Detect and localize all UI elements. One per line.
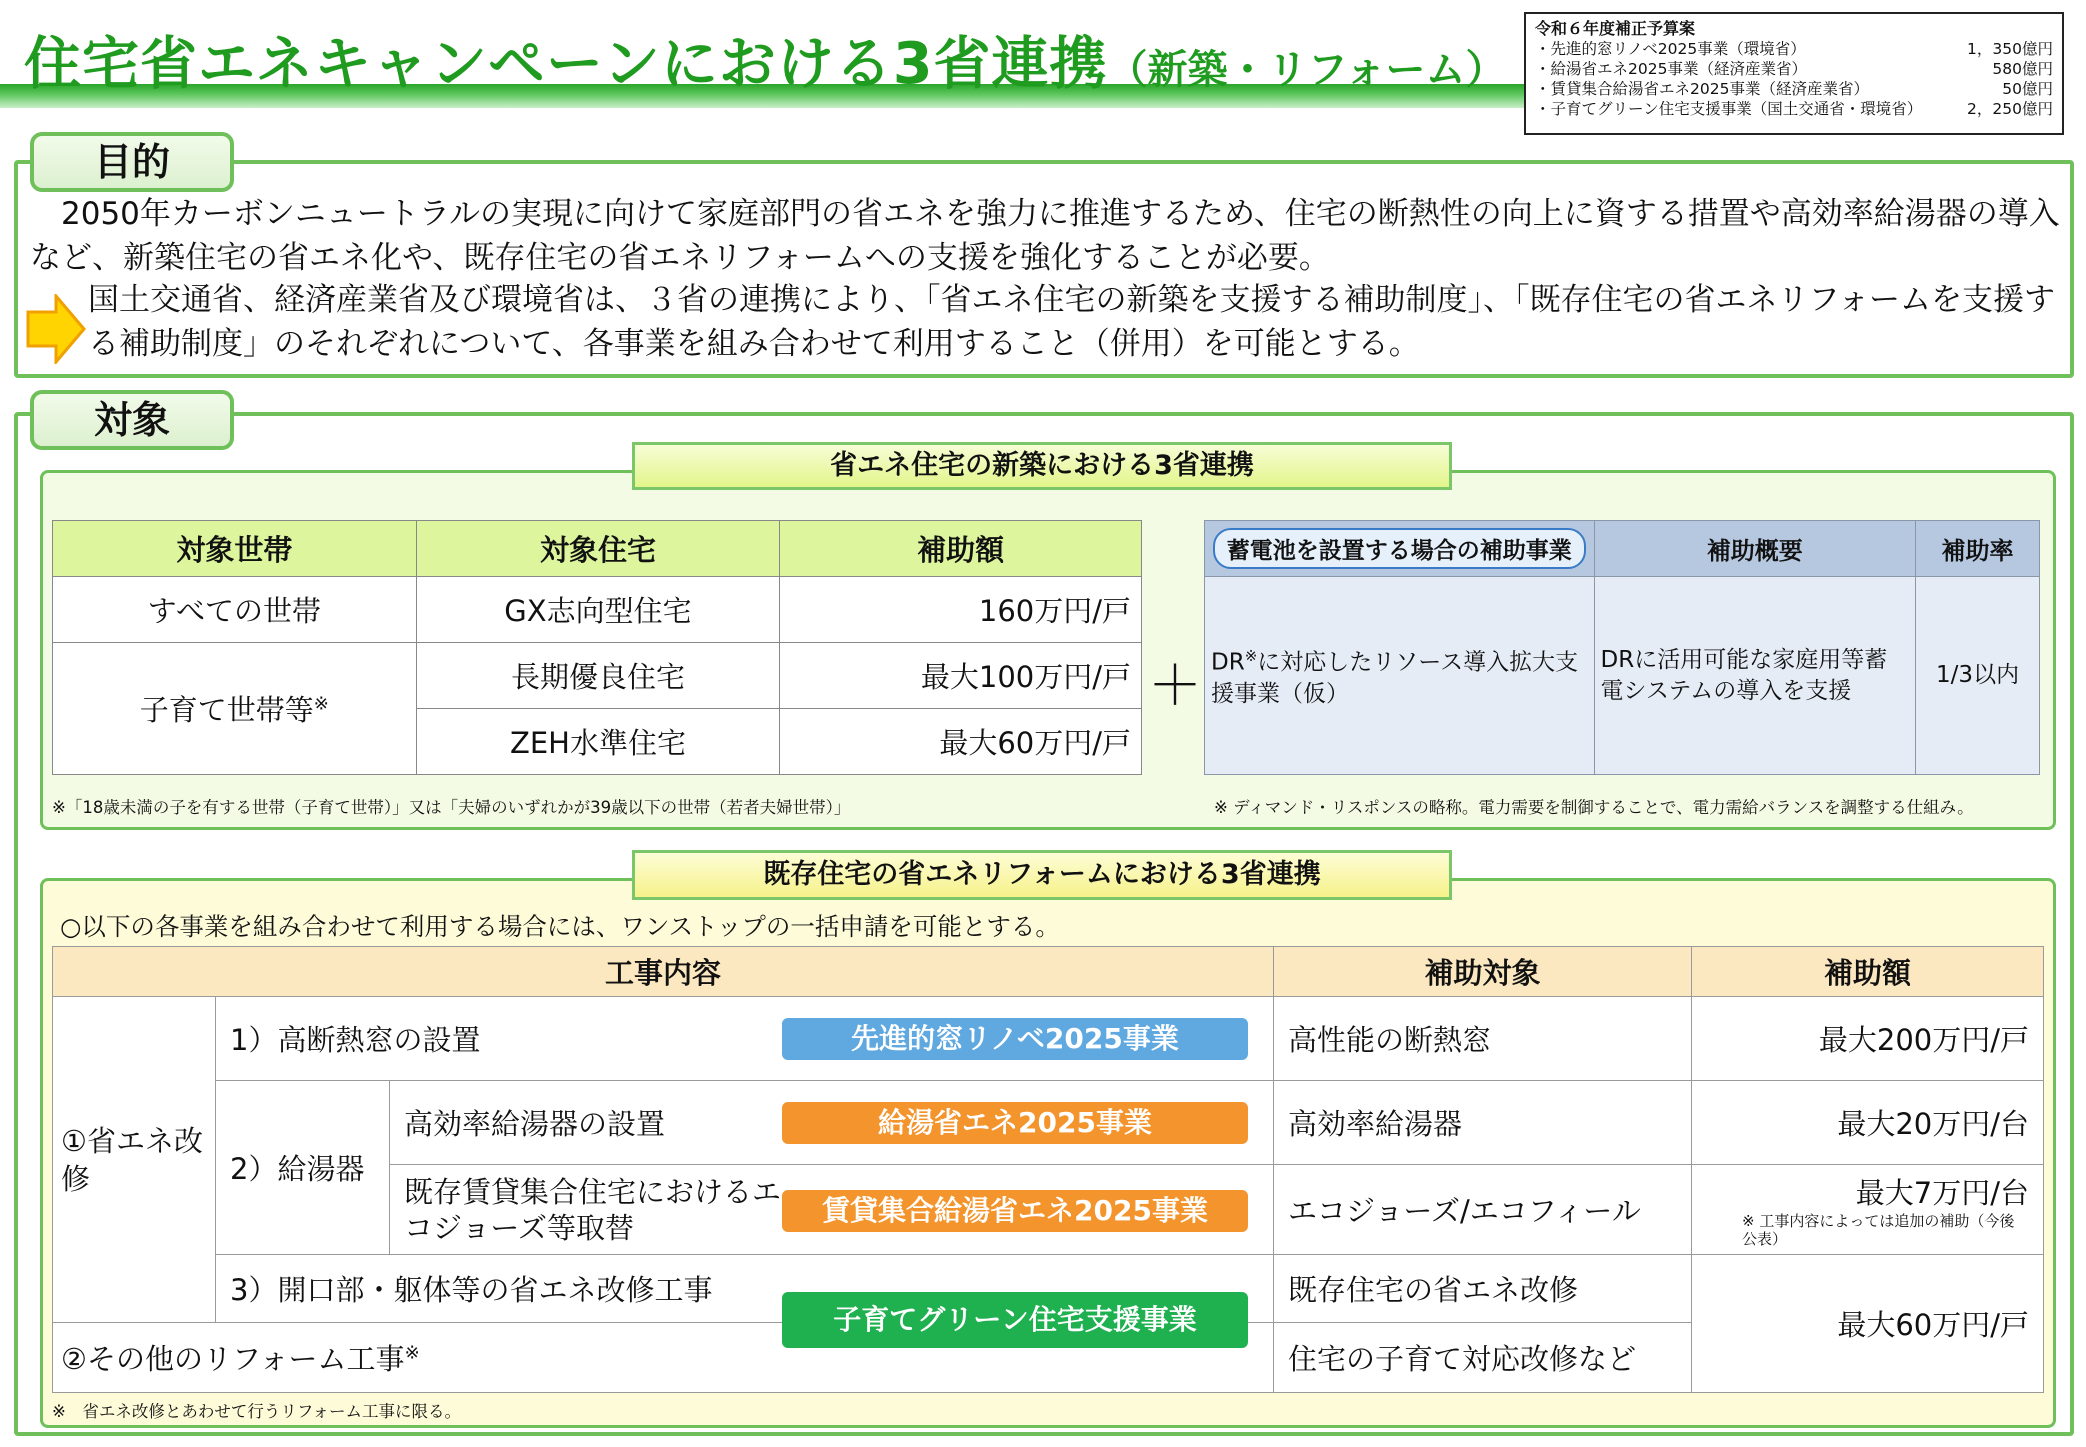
- column-header: 補助額: [780, 521, 1142, 577]
- arrow-right-icon: [26, 294, 86, 364]
- target-cell: 高性能の断熱窓: [1274, 997, 1692, 1081]
- purpose-text: 2050年カーボンニュートラルの実現に向けて家庭部門の省エネを強力に推進するため、住宅の断熱性の向上に資する措置や高効率給湯器の導入など、新築住宅の省エネ化や、既存住宅の省エネリフォームへの支援を強化することが必要。: [30, 196, 2060, 276]
- reform-footnote: ※ 省エネ改修とあわせて行うリフォーム工事に限る。: [52, 1402, 462, 1421]
- battery-summary-cell: DRに活用可能な家庭用等蓄電システムの導入を支援: [1594, 577, 1916, 775]
- work-cell: 既存賃貸集合住宅におけるエコジョーズ等取替: [390, 1165, 1274, 1255]
- tag-water-heater: 給湯省エネ2025事業: [782, 1102, 1248, 1144]
- newbuild-table: [52, 520, 1142, 775]
- plus-icon: ＋: [1148, 654, 1202, 717]
- title-main: 住宅省エネキャンペーンにおける3省連携: [24, 31, 1108, 97]
- title-sub: （新築・リフォーム）: [1107, 47, 1506, 93]
- reform-intro: ○以下の各事業を組み合わせて利用する場合には、ワンストップの一括申請を可能とする。: [60, 912, 1060, 941]
- column-header: 補助概要: [1594, 521, 1916, 577]
- column-header: 工事内容: [53, 947, 1274, 997]
- budget-row-name: ・先進的窓リノベ2025事業（環境省）: [1535, 40, 1806, 58]
- battery-table: [1204, 520, 2040, 775]
- budget-row: [1535, 59, 2053, 79]
- amount-cell: 最大60万円/戸: [780, 709, 1142, 775]
- column-header: 対象住宅: [416, 521, 780, 577]
- column-header: 補助額: [1692, 947, 2044, 997]
- work-cell: 3）開口部・躯体等の省エネ改修工事: [216, 1255, 1274, 1323]
- group-cell: ①省エネ改修: [53, 997, 216, 1323]
- column-header: 対象世帯: [53, 521, 417, 577]
- target-cell: エコジョーズ/エコフィール: [1274, 1165, 1692, 1255]
- dr-footnote: ※ ディマンド・リスポンスの略称。電力需要を制御することで、電力需給バランスを調整する仕組み。: [1214, 798, 1974, 817]
- battery-rate-cell: 1/3以内: [1916, 577, 2040, 775]
- amount-cell: 最大200万円/戸: [1692, 997, 2044, 1081]
- household-footnote: ※「18歳未満の子を有する世帯（子育て世帯）」又は「夫婦のいずれかが39歳以下の世帯（若者夫婦世帯）」: [52, 798, 851, 817]
- work-cell: 2）給湯器: [216, 1081, 390, 1255]
- project-text: に対応したリソース導入拡大支援事業（仮）: [1211, 649, 1579, 707]
- tag-green-housing: 子育てグリーン住宅支援事業: [782, 1292, 1248, 1348]
- amount-cell: 最大20万円/台: [1692, 1081, 2044, 1165]
- budget-row: [1535, 79, 2053, 99]
- amount-cell: [1692, 1165, 2044, 1255]
- target-label: 対象: [30, 390, 234, 450]
- work-cell: 1）高断熱窓の設置: [216, 997, 1274, 1081]
- newbuild-heading: 省エネ住宅の新築における3省連携: [632, 442, 1452, 490]
- budget-box: [1524, 12, 2064, 135]
- budget-row-amount: 2，250億円: [1967, 100, 2053, 118]
- purpose-label: 目的: [30, 132, 234, 192]
- household-label: 子育て世帯等: [139, 693, 314, 727]
- budget-row-amount: 580億円: [1992, 60, 2053, 78]
- household-cell: [53, 643, 417, 775]
- project-text: DR: [1211, 649, 1245, 676]
- budget-row-name: ・給湯省エネ2025事業（経済産業省）: [1535, 60, 1807, 78]
- budget-row-name: ・賃貸集合給湯省エネ2025事業（経済産業省）: [1535, 80, 1869, 98]
- page-title: [24, 18, 1524, 98]
- purpose-conclusion: 国土交通省、経済産業省及び環境省は、３省の連携により、「省エネ住宅の新築を支援する補助制度」、「既存住宅の省エネリフォームを支援する補助制度」のそれぞれについて、各事業を組み合わせて利用すること（併用）を可能とする。: [88, 282, 2055, 362]
- budget-row-name: ・子育てグリーン住宅支援事業（国土交通省・環境省）: [1535, 100, 1923, 118]
- budget-row: [1535, 39, 2053, 59]
- household-cell: すべての世帯: [53, 577, 417, 643]
- work-cell: 高効率給湯器の設置: [390, 1081, 1274, 1165]
- note-mark: ※: [313, 693, 329, 715]
- budget-row-amount: 1，350億円: [1967, 40, 2053, 58]
- house-cell: ZEH水準住宅: [416, 709, 780, 775]
- amount-cell: 160万円/戸: [780, 577, 1142, 643]
- column-header: 補助率: [1916, 521, 2040, 577]
- amount-note: ※ 工事内容によっては追加の補助（今後公表）: [1742, 1212, 2015, 1248]
- note-mark: ※: [404, 1342, 420, 1364]
- amount-cell: 最大60万円/戸: [1692, 1255, 2044, 1393]
- budget-row-amount: 50億円: [2002, 80, 2053, 98]
- target-cell: 高効率給湯器: [1274, 1081, 1692, 1165]
- target-cell: 住宅の子育て対応改修など: [1274, 1323, 1692, 1393]
- house-cell: GX志向型住宅: [416, 577, 780, 643]
- table-row: [53, 643, 1142, 709]
- group-label: ②その他のリフォーム工事: [61, 1342, 405, 1376]
- target-cell: 既存住宅の省エネ改修: [1274, 1255, 1692, 1323]
- budget-row: [1535, 99, 2053, 119]
- tag-window-renovation: 先進的窓リノベ2025事業: [782, 1018, 1248, 1060]
- column-header: 補助対象: [1274, 947, 1692, 997]
- table-row: [53, 577, 1142, 643]
- table-row: [1205, 577, 2040, 775]
- tag-rental-water-heater: 賃貸集合給湯省エネ2025事業: [782, 1190, 1248, 1232]
- reform-heading: 既存住宅の省エネリフォームにおける3省連携: [632, 850, 1452, 900]
- column-header: [1205, 521, 1595, 577]
- amount-cell: 最大100万円/戸: [780, 643, 1142, 709]
- note-mark: ※: [1244, 647, 1258, 666]
- house-cell: 長期優良住宅: [416, 643, 780, 709]
- battery-project-pill: 蓄電池を設置する場合の補助事業: [1213, 528, 1586, 569]
- battery-project-cell: [1205, 577, 1595, 775]
- amount-value: 最大7万円/台: [1855, 1176, 2029, 1210]
- budget-heading: 令和６年度補正予算案: [1535, 19, 1696, 38]
